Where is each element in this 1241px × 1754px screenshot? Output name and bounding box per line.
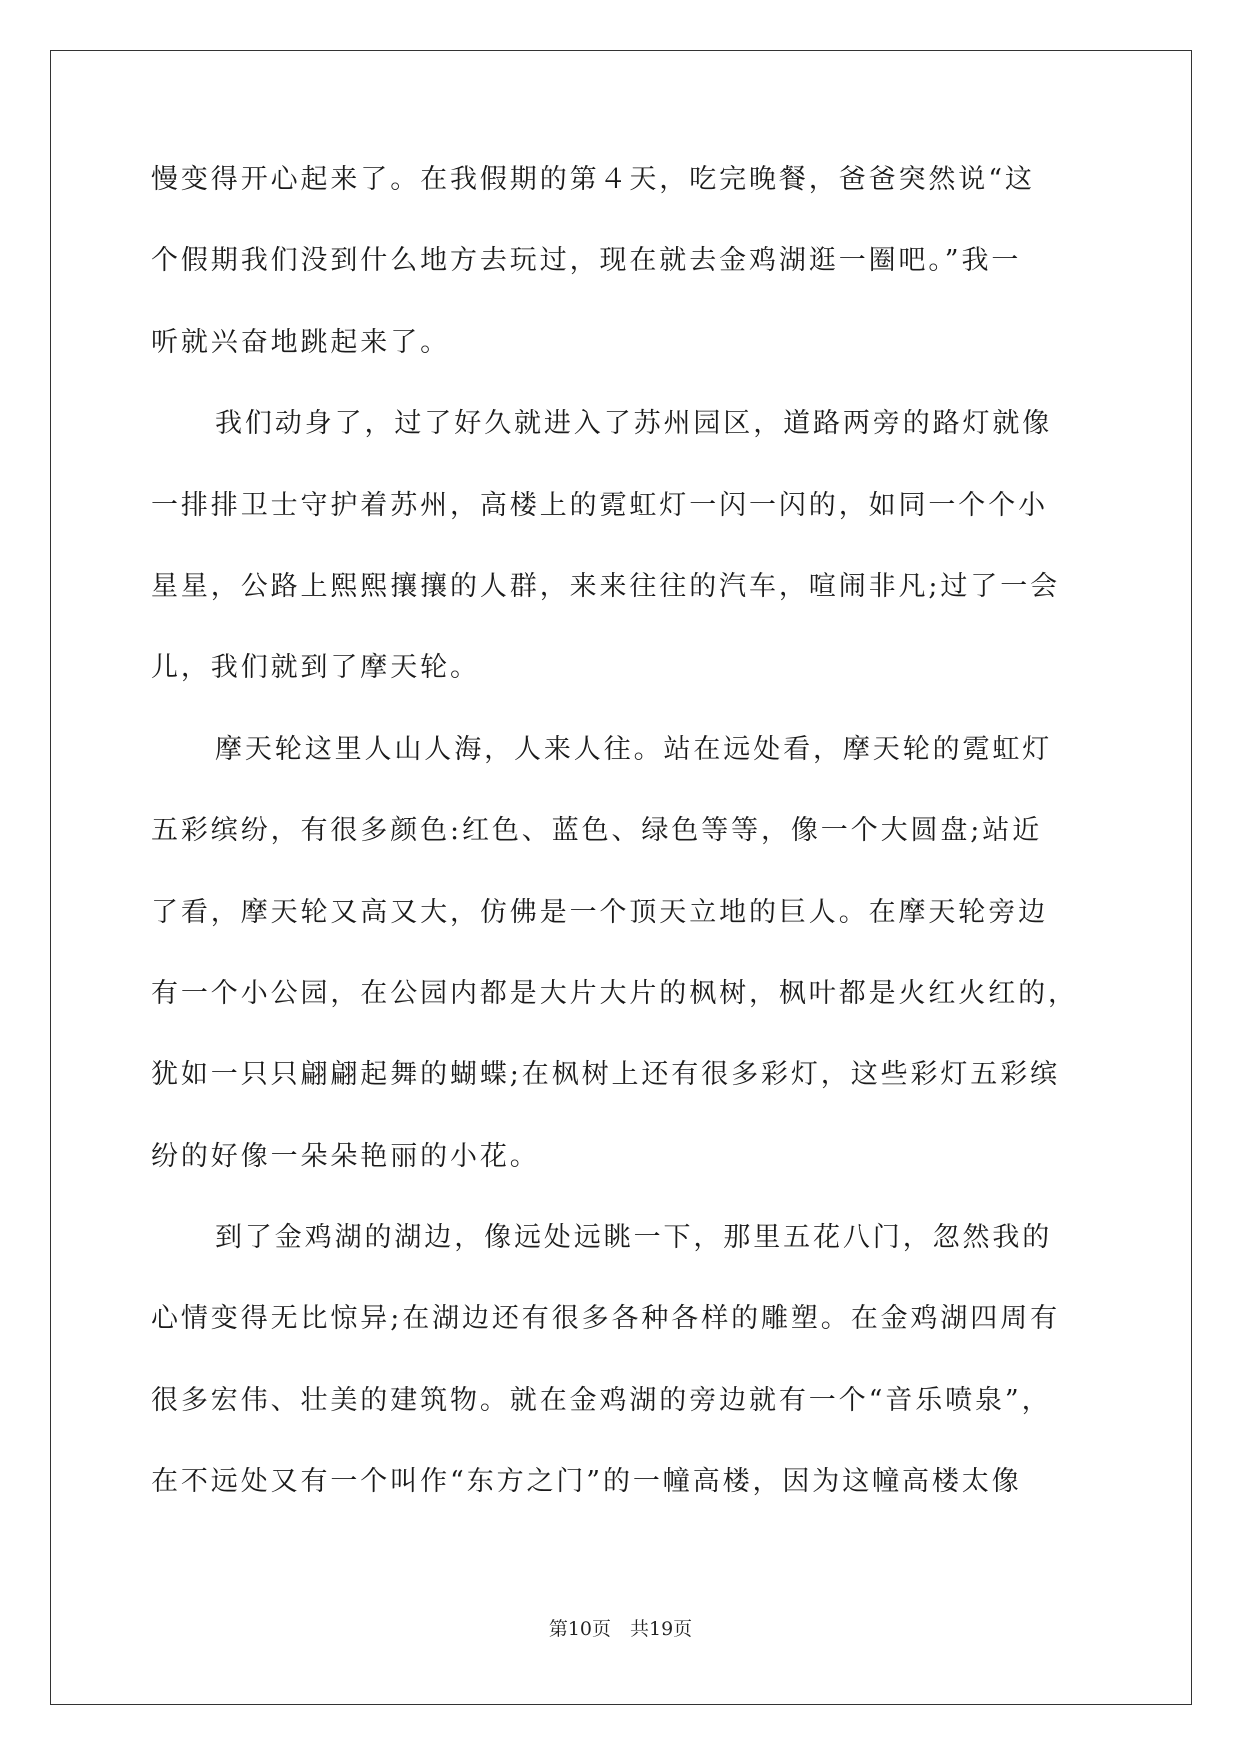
text-line: 在不远处又有一个叫作“东方之门”的一幢高楼，因为这幢高楼太像	[151, 1466, 1022, 1498]
text-line: 星星，公路上熙熙攘攘的人群，来来往往的汽车，喧闹非凡;过了一会	[151, 570, 1060, 602]
text-line: 慢变得开心起来了。在我假期的第４天，吃完晚餐，爸爸突然说“这	[151, 164, 1035, 195]
text-line: 个假期我们没到什么地方去玩过，现在就去金鸡湖逛一圈吧。”我一	[151, 245, 1022, 277]
text-line: 一排排卫士守护着苏州，高楼上的霓虹灯一闪一闪的，如同一个个小	[151, 489, 1048, 521]
text-line: 五彩缤纷，有很多颜色:红色、蓝色、绿色等等，像一个大圆盘;站近	[151, 815, 1043, 847]
paragraph-first-line: 我们动身了，过了好久就进入了苏州园区，道路两旁的路灯就像	[215, 408, 1053, 440]
text-line: 犹如一只只翩翩起舞的蝴蝶;在枫树上还有很多彩灯，这些彩灯五彩缤	[151, 1059, 1060, 1091]
text-line: 心情变得无比惊异;在湖边还有很多各种各样的雕塑。在金鸡湖四周有	[151, 1303, 1060, 1335]
page-number-footer: 第10页 共19页	[548, 1618, 693, 1640]
text-line: 了看，摩天轮又高又大，仿佛是一个顶天立地的巨人。在摩天轮旁边	[151, 896, 1048, 928]
text-line: 听就兴奋地跳起来了。	[151, 326, 450, 358]
paragraph-first-line: 到了金鸡湖的湖边，像远处远眺一下，那里五花八门，忽然我的	[215, 1222, 1053, 1254]
text-line: 纷的好像一朵朵艳丽的小花。	[151, 1140, 540, 1172]
text-line: 很多宏伟、壮美的建筑物。就在金鸡湖的旁边就有一个“音乐喷泉”，	[151, 1384, 1052, 1416]
document-body	[151, 162, 1091, 1546]
paragraph-first-line: 摩天轮这里人山人海，人来人往。站在远处看，摩天轮的霓虹灯	[215, 733, 1053, 765]
text-line: 儿，我们就到了摩天轮。	[151, 652, 480, 684]
text-line: 有一个小公园，在公园内都是大片大片的枫树，枫叶都是火红火红的，	[151, 977, 1078, 1009]
